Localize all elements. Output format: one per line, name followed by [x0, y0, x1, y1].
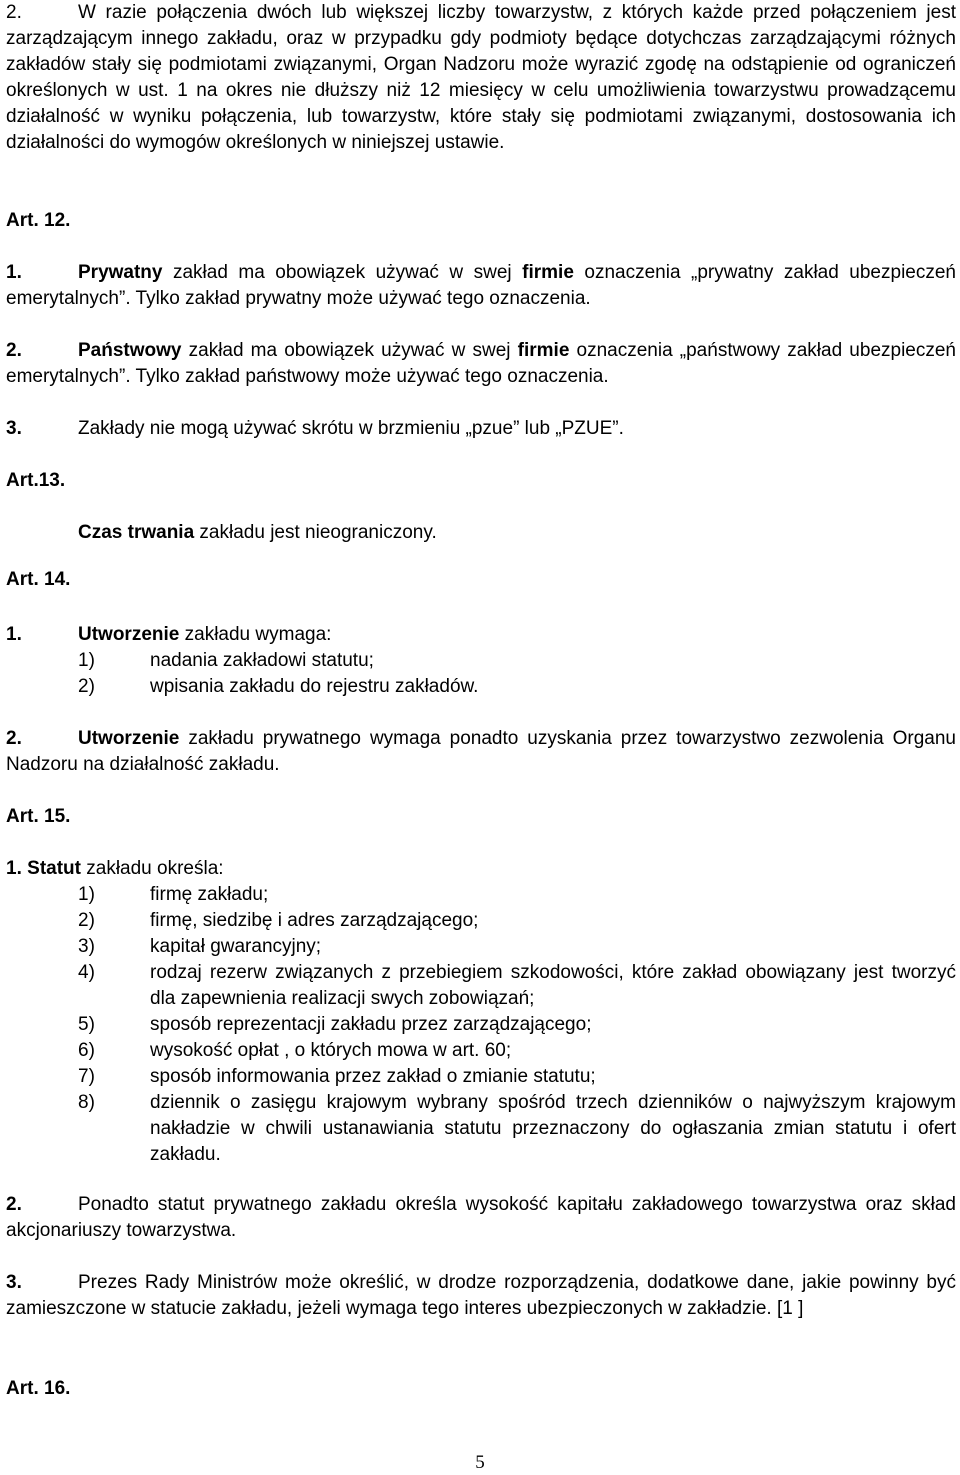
list-item-number: 2): [78, 910, 95, 931]
paragraph-number: 1.: [6, 262, 22, 283]
list-item-text: wysokość opłat , o których mowa w art. 60;: [150, 1040, 512, 1061]
art15-paragraph-1: [6, 856, 956, 1168]
list-item: [78, 648, 956, 674]
art12-paragraph-2: [6, 338, 956, 390]
art13-text: [78, 520, 437, 546]
bold-term: firmie: [522, 262, 574, 283]
list-item: [78, 908, 956, 934]
paragraph-text: oznaczenia „państwowy zakład ubezpieczeń emerytalnych”. Tylko zakład państwowy może używać tego oznaczenia.: [6, 340, 956, 387]
list-item: [78, 1038, 956, 1064]
article-heading-13: Art.13.: [6, 470, 66, 491]
list-item-number: 2): [78, 676, 95, 697]
article-heading-14: Art. 14.: [6, 569, 71, 590]
list-item-number: 6): [78, 1040, 95, 1061]
bold-term: Prywatny: [78, 262, 163, 283]
paragraph-text: zakładu jest nieograniczony.: [194, 522, 437, 543]
paragraph-number: 2.: [6, 728, 22, 749]
bold-term: Statut: [27, 858, 81, 879]
list-item-number: 7): [78, 1066, 95, 1087]
list-item: [78, 882, 956, 908]
bold-term: firmie: [517, 340, 570, 361]
list-item-text: firmę zakładu;: [150, 884, 269, 905]
paragraph-text: zakładu prywatnego wymaga ponadto uzyskania przez towarzystwo zezwolenia Organu Nadzoru na działalność zakładu.: [6, 728, 956, 775]
list-item-text: rodzaj rezerw związanych z przebiegiem szkodowości, które zakład obowiązany jest tworzyć dla zapewnienia realizacji swych zobowiązań;: [150, 962, 956, 1009]
paragraph-text: Ponadto statut prywatnego zakładu określa wysokość kapitału zakładowego towarzystwa oraz skład akcjonariuszy towarzystwa.: [6, 1194, 956, 1241]
article-heading-12: Art. 12.: [6, 210, 71, 231]
paragraph-number: 3.: [6, 1272, 22, 1293]
list-item-number: 3): [78, 936, 95, 957]
paragraph-number: 2.: [6, 340, 22, 361]
list-item-text: sposób reprezentacji zakładu przez zarządzającego;: [150, 1014, 592, 1035]
paragraph-art11-2: [6, 0, 956, 156]
bold-term: Czas trwania: [78, 522, 195, 543]
art12-paragraph-3: [6, 416, 956, 442]
list-item-text: sposób informowania przez zakład o zmianie statutu;: [150, 1066, 596, 1087]
list-item: [78, 1012, 956, 1038]
list-item: [78, 934, 956, 960]
list-item-number: 5): [78, 1014, 95, 1035]
list-item-number: 1): [78, 884, 95, 905]
art14-paragraph-1: [6, 622, 956, 700]
art12-paragraph-1: [6, 260, 956, 312]
list-item-number: 4): [78, 962, 95, 983]
paragraph-text: zakład ma obowiązek używać w swej: [162, 262, 523, 283]
paragraph-text: W razie połączenia dwóch lub większej liczby towarzystw, z których każde przed połączeniem jest zarządzającym innego zakładu, oraz w przypadku gdy podmioty będące dotychczas zarządzającymi różnych zakładów stały się podmiotami związanymi, Organ Nadzoru może wyrazić zgodę na odstąpienie od ograniczeń określonych w ust.: [6, 2, 956, 101]
list-item-text: kapitał gwarancyjny;: [150, 936, 322, 957]
list-item-number: 8): [78, 1092, 95, 1113]
paragraph-number: 2.: [6, 2, 22, 23]
list-item: [78, 674, 956, 700]
paragraph-text: Prezes Rady Ministrów może określić, w drodze rozporządzenia, dodatkowe dane, jakie powinny być zamieszczone w statucie zakładu, jeżeli wymaga tego interes ubezpieczonych w zakładzie. [1 ]: [6, 1272, 956, 1319]
paragraph-number: 1.: [6, 624, 22, 645]
paragraph-text: Zakłady nie mogą używać skrótu w brzmieniu „pzue” lub „PZUE”.: [78, 418, 624, 439]
list-item-number: 1): [78, 650, 95, 671]
paragraph-text: oznaczenia „prywatny zakład ubezpieczeń emerytalnych”. Tylko zakład prywatny może używać tego oznaczenia.: [6, 262, 956, 309]
list-item-text: wpisania zakładu do rejestru zakładów.: [150, 676, 479, 697]
art14-list: [78, 648, 956, 700]
art14-paragraph-2: [6, 726, 956, 778]
bold-term: Utworzenie: [78, 728, 180, 749]
art15-paragraph-2: [6, 1192, 956, 1244]
paragraph-text: zakładu określa:: [80, 858, 224, 879]
paragraph-text-cont: 1 na okres nie dłuższy niż 12 miesięcy w celu umożliwienia towarzystwu prowadzącemu działalność w wyniku połączenia, lub towarzystw, które stały się podmiotami związanymi, dostosowania ich działalności do wymogów określonych w niniejszej ustawie.: [6, 80, 956, 153]
paragraph-number: 3.: [6, 418, 22, 439]
list-item: [78, 1090, 956, 1168]
bold-term: Utworzenie: [78, 624, 180, 645]
paragraph-number: 2.: [6, 1194, 22, 1215]
list-item-text: dziennik o zasięgu krajowym wybrany spośród trzech dzienników o najwyższym krajowym nakładzie w chwili ustanawiania statutu przeznaczony do ogłaszania zmian statutu i ofert zakładu.: [150, 1092, 956, 1165]
article-heading-16: Art. 16.: [6, 1378, 71, 1399]
paragraph-text: zakładu wymaga:: [179, 624, 332, 645]
list-item: [78, 1064, 956, 1090]
page-number: 5: [475, 1452, 485, 1473]
paragraph-number: 1.: [6, 858, 22, 879]
art15-paragraph-3: [6, 1270, 956, 1322]
list-item-text: firmę, siedzibę i adres zarządzającego;: [150, 910, 479, 931]
list-item: [78, 960, 956, 1012]
list-item-text: nadania zakładowi statutu;: [150, 650, 374, 671]
article-heading-15: Art. 15.: [6, 806, 71, 827]
paragraph-text: zakład ma obowiązek używać w swej: [181, 340, 518, 361]
bold-term: Państwowy: [78, 340, 182, 361]
art15-list: [78, 882, 956, 1168]
